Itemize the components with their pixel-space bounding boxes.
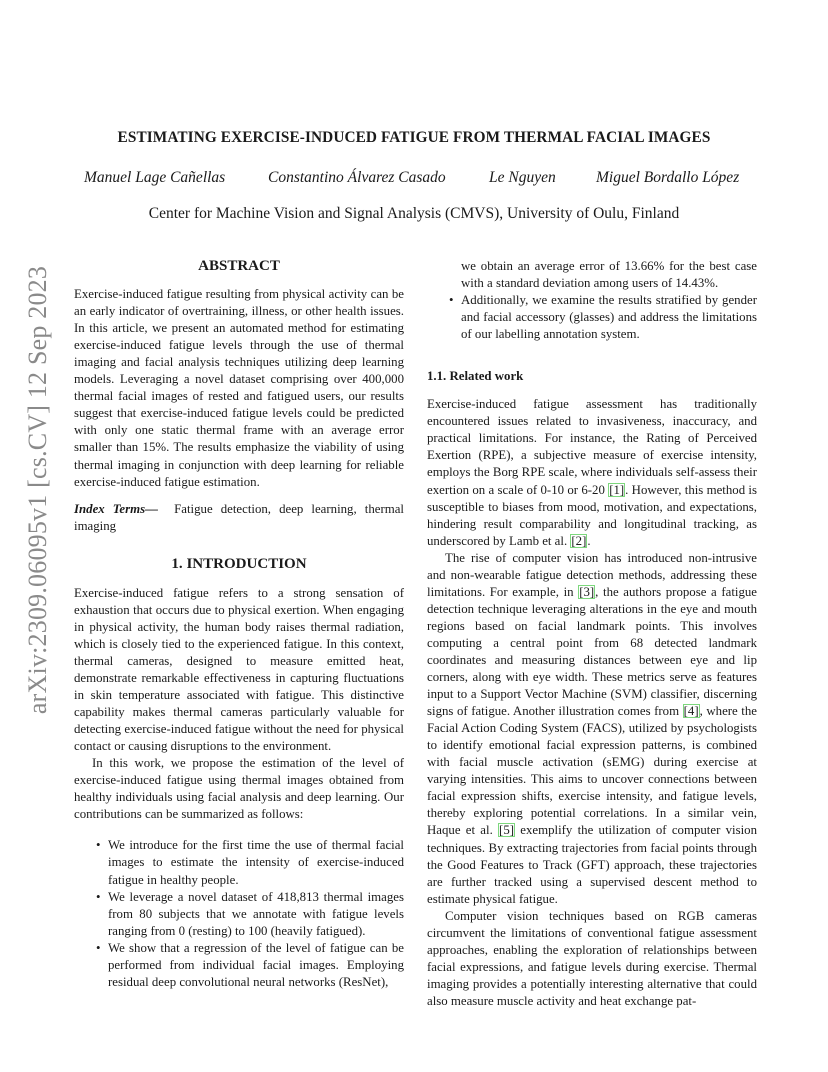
related-work-paragraph: The rise of computer vision has introduced non-intrusive and non-wearable fatigue detection methods, addressing these limitations. For example, in [3], the authors propose a fatigue detection technique leveraging alterations in the eye and mouth regions based on facial landmark points. This involves computing a central point from 68 detected landmark coordinates and measuring distances between eye and lip corners, along with eye width. These metrics serve as features input to a Support Vector Machine (SVM) classifier, discerning signs of fatigue. Another illustration comes from [4], where the Facial Action Coding System (FACS), utilized by psychologists to identify emotional facial expression patterns, is combined with facial muscle activation (sEMG) during exercise at varying intensities. This aims to uncover connections between facial expression shifts, exercise intensity, and fatigue levels, thereby exploring potential correlations. In a similar vein, Haque et al. [5] exemplify the utilization of computer vision techniques. By extracting trajectories from facial points through the Good Features to Track (GFT) approach, these trajectories are further tracked using a supervised descent method to estimate physical fatigue.	[427, 550, 758, 906]
left-column	[74, 258, 404, 991]
list-item-text: We show that a regression of the level of fatigue can be performed from individual facial images. Employing residual deep convolutional neural networks (ResNet),	[108, 940, 404, 989]
contribution-list	[74, 837, 404, 990]
abstract-heading: ABSTRACT	[198, 258, 280, 274]
introduction-heading: 1. INTRODUCTION	[171, 555, 307, 572]
citation-link[interactable]: [5]	[499, 823, 515, 838]
index-terms	[74, 501, 404, 535]
list-item: • We show that a regression of the level of fatigue can be performed from individual facial images. Employing residual deep convolutional neural networks (ResNet),	[96, 940, 404, 989]
abstract-text: Exercise-induced fatigue resulting from physical activity can be an early indicator of overtraining, illness, or other health issues. In this article, we present an automated method for estimating exercise-induced fatigue levels through the use of thermal imaging and facial analysis techniques utilizing deep learning models. Leveraging a novel dataset comprising over 400,000 thermal facial images of rested and fatigued users, our results suggest that exercise-induced fatigue levels could be predicted with only one static thermal frame with an average error smaller than 15%. The results emphasize the viability of using thermal imaging in conjunction with deep learning for reliable exercise-induced fatigue estimation.	[74, 287, 404, 489]
author-name: Le Nguyen	[489, 169, 556, 186]
list-item-text: We introduce for the first time the use of thermal facial images to estimate the intensity of exercise-induced fatigue in healthy people.	[108, 838, 404, 887]
index-terms-text: Fatigue detection, deep learning, thermal imaging	[74, 501, 404, 533]
author-name: Constantino Álvarez Casado	[268, 169, 446, 186]
related-work-paragraph: Computer vision techniques based on RGB cameras circumvent the limitations of conventional fatigue assessment approaches, enabling the exploration of relationships between facial expressions, and fatigue levels during exercise. Thermal imaging provides a potentially interesting alternative that could also measure muscle activity and heat exchange pat-	[427, 908, 757, 1008]
contribution-list-continued	[427, 292, 757, 343]
right-column	[427, 258, 757, 1010]
list-item: • Additionally, we examine the results stratified by gender and facial accessory (glasses) and address the limitations of our labelling annotation system.	[449, 293, 757, 342]
list-item: • We introduce for the first time the use of thermal facial images to estimate the intensity of exercise-induced fatigue in healthy people.	[96, 838, 404, 887]
arxiv-stamp-text: arXiv:2309.06095v1 [cs.CV] 12 Sep 2023	[23, 265, 52, 715]
index-terms-label: Index Terms—	[74, 501, 158, 516]
paper-title: ESTIMATING EXERCISE-INDUCED FATIGUE FROM THERMAL FACIAL IMAGES	[117, 129, 711, 146]
intro-paragraph: Exercise-induced fatigue refers to a strong sensation of exhaustion that occurs due to physical exertion. When engaging in physical activity, the human body raises thermal radiation, which is closely tied to the experienced fatigue. In this context, thermal cameras, designed to measure emitted heat, demonstrate remarkable effectiveness in capturing fluctuations in skin temperature associated with fatigue. This distinctive capability makes thermal cameras particularly valuable for detecting exercise-induced fatigue without the need for physical contact or causing disruptions to the environment.	[74, 585, 404, 754]
arxiv-identifier-stamp	[23, 265, 52, 715]
citation-link[interactable]: [3]	[579, 584, 595, 599]
related-work-paragraph: Exercise-induced fatigue assessment has traditionally encountered issues related to invasiveness, inaccuracy, and practical limitations. For instance, the Rating of Perceived Exertion (RPE), a subjective measure of exercise intensity, employs the Borg RPE scale, where individuals self-assess their exertion on a scale of 0-10 or 6-20 [1]. However, this method is susceptible to biases from mood, motivation, and expectations, hindering result comparability and longitudinal tracking, as underscored by Lamb et al. [2].	[427, 397, 757, 548]
intro-paragraph: In this work, we propose the estimation of the level of exercise-induced fatigue using thermal images obtained from healthy individuals using facial analysis and deep learning. Our contributions can be summarized as follows:	[74, 756, 404, 822]
citation-link[interactable]: [4]	[683, 704, 699, 719]
list-item-continuation: we obtain an average error of 13.66% for the best case with a standard deviation among users of 14.43%.	[461, 259, 757, 291]
list-item-text: Additionally, we examine the results stratified by gender and facial accessory (glasses) and address the limitations of our labelling annotation system.	[461, 293, 757, 342]
citation-link[interactable]: [2]	[571, 533, 587, 548]
affiliation: Center for Machine Vision and Signal Analysis (CMVS), University of Oulu, Finland	[148, 205, 680, 222]
author-list	[0, 169, 828, 189]
related-work-heading: 1.1. Related work	[427, 369, 524, 384]
author-name: Manuel Lage Cañellas	[84, 169, 226, 186]
citation-link[interactable]: [1]	[609, 482, 625, 497]
list-item: • We leverage a novel dataset of 418,813 thermal images from 80 subjects that we annotate with fatigue levels ranging from 0 (resting) to 100 (heavily fatigued).	[96, 889, 404, 938]
list-item-text: We leverage a novel dataset of 418,813 thermal images from 80 subjects that we annotate with fatigue levels ranging from 0 (resting) to 100 (heavily fatigued).	[108, 889, 404, 938]
author-name: Miguel Bordallo López	[596, 169, 740, 186]
